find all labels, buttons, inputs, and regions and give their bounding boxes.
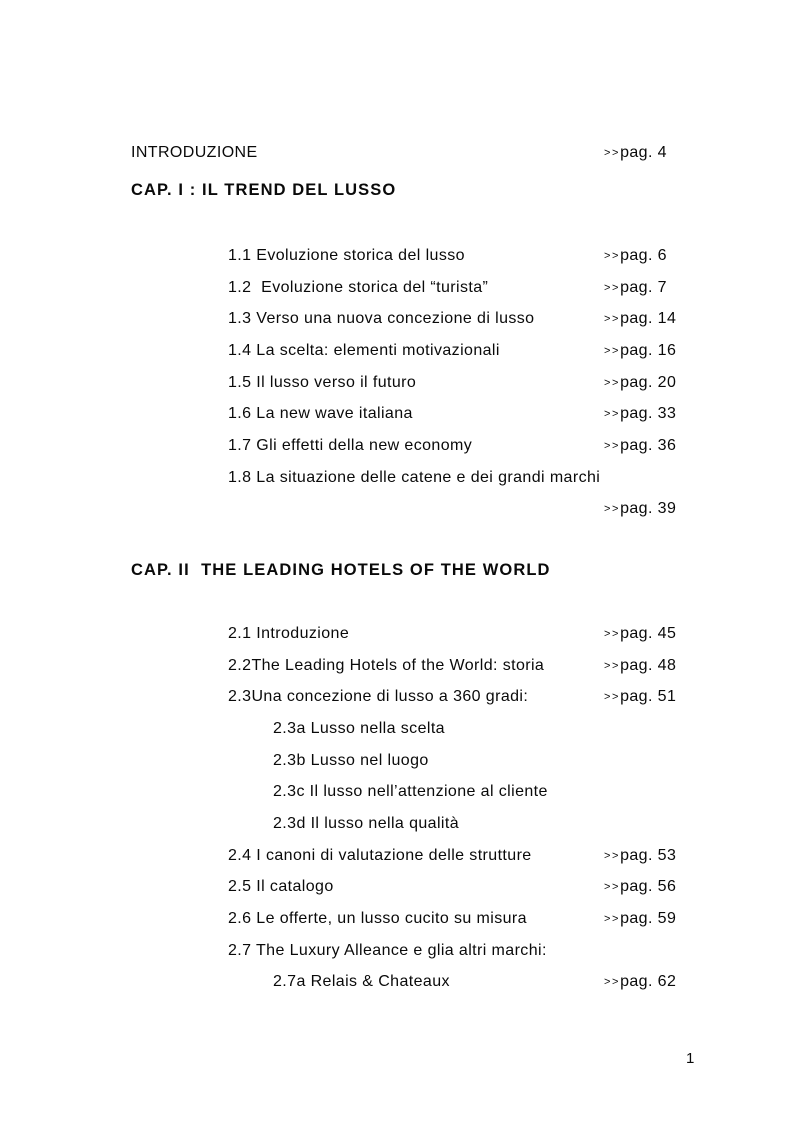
page-ref-text: pag. 7 xyxy=(620,279,667,296)
page-ref xyxy=(604,374,676,392)
toc-entry-introduzione xyxy=(0,144,793,168)
chapter-heading-label: CAP. I : IL TREND DEL LUSSO xyxy=(131,181,397,199)
toc-entry-label: 2.7 The Luxury Alleance e glia altri marchi: xyxy=(228,942,547,959)
arrow-marker: >> xyxy=(604,850,621,862)
page-ref-text: pag. 48 xyxy=(620,657,677,674)
page-ref-text: pag. 62 xyxy=(620,973,677,990)
page-ref xyxy=(604,247,667,265)
chapter-heading-label: CAP. II THE LEADING HOTELS OF THE WORLD xyxy=(131,561,551,579)
page-ref xyxy=(604,437,676,455)
page-ref xyxy=(604,625,676,643)
arrow-marker: >> xyxy=(604,147,621,159)
page-ref-text: pag. 4 xyxy=(620,144,667,161)
toc-entry-label: 1.7 Gli effetti della new economy xyxy=(228,437,473,454)
toc-entry-label: 1.2 Evoluzione storica del “turista” xyxy=(228,279,489,296)
page-ref xyxy=(604,144,667,162)
arrow-marker: >> xyxy=(604,503,621,515)
toc-entry-label: 2.3c Il lusso nell’attenzione al cliente xyxy=(273,783,548,800)
chapter-heading-2 xyxy=(0,561,793,585)
page-ref-text: pag. 6 xyxy=(620,247,667,264)
toc-entry-label: INTRODUZIONE xyxy=(131,144,258,161)
toc-subentry-2-3b xyxy=(0,752,793,776)
page-ref xyxy=(604,910,676,928)
toc-entry-label: 2.3a Lusso nella scelta xyxy=(273,720,445,737)
arrow-marker: >> xyxy=(604,976,621,988)
toc-entry-2-7 xyxy=(0,942,793,966)
toc-entry-2-6 xyxy=(0,910,793,934)
toc-subentry-2-3a xyxy=(0,720,793,744)
toc-entry-1-2 xyxy=(0,279,793,303)
toc-entry-2-2 xyxy=(0,657,793,681)
toc-entry-2-3 xyxy=(0,688,793,712)
page-ref xyxy=(604,878,676,896)
toc-entry-1-6 xyxy=(0,405,793,429)
arrow-marker: >> xyxy=(604,377,621,389)
arrow-marker: >> xyxy=(604,628,621,640)
toc-entry-label: 2.3b Lusso nel luogo xyxy=(273,752,429,769)
page-ref xyxy=(604,500,676,518)
toc-entry-label: 1.6 La new wave italiana xyxy=(228,405,413,422)
toc-entry-label: 2.1 Introduzione xyxy=(228,625,350,642)
toc-entry-label: 2.6 Le offerte, un lusso cucito su misura xyxy=(228,910,527,927)
toc-entry-label: 2.3d Il lusso nella qualità xyxy=(273,815,460,832)
arrow-marker: >> xyxy=(604,440,621,452)
page-ref xyxy=(604,847,676,865)
toc-entry-label: 2.5 Il catalogo xyxy=(228,878,334,895)
arrow-marker: >> xyxy=(604,408,621,420)
toc-entry-1-8-pageline xyxy=(0,500,793,524)
arrow-marker: >> xyxy=(604,913,621,925)
toc-entry-1-8 xyxy=(0,469,793,493)
toc-entry-label: 1.5 Il lusso verso il futuro xyxy=(228,374,417,391)
toc-entry-1-4 xyxy=(0,342,793,366)
toc-entry-2-5 xyxy=(0,878,793,902)
toc-entry-1-7 xyxy=(0,437,793,461)
toc-entry-label: 1.8 La situazione delle catene e dei grandi marchi xyxy=(228,469,601,486)
toc-entry-label: 2.7a Relais & Chateaux xyxy=(273,973,450,990)
toc-entry-label: 1.1 Evoluzione storica del lusso xyxy=(228,247,465,264)
page-ref-text: pag. 59 xyxy=(620,910,677,927)
page-ref xyxy=(604,405,676,423)
toc-entry-1-5 xyxy=(0,374,793,398)
toc-subentry-2-3d xyxy=(0,815,793,839)
page-ref-text: pag. 20 xyxy=(620,374,677,391)
page-ref-text: pag. 45 xyxy=(620,625,677,642)
page-ref xyxy=(604,973,676,991)
footer-page-number: 1 xyxy=(686,1050,695,1067)
page-ref xyxy=(604,688,676,706)
toc-entry-label: 2.4 I canoni di valutazione delle strutture xyxy=(228,847,532,864)
arrow-marker: >> xyxy=(604,282,621,294)
toc-entry-2-4 xyxy=(0,847,793,871)
arrow-marker: >> xyxy=(604,691,621,703)
page-ref-text: pag. 16 xyxy=(620,342,677,359)
arrow-marker: >> xyxy=(604,250,621,262)
chapter-heading-1 xyxy=(0,181,793,205)
page-ref-text: pag. 14 xyxy=(620,310,677,327)
toc-entry-1-1 xyxy=(0,247,793,271)
toc-subentry-2-3c xyxy=(0,783,793,807)
page-ref-text: pag. 33 xyxy=(620,405,677,422)
toc-subentry-2-7a xyxy=(0,973,793,997)
toc-entry-label: 1.4 La scelta: elementi motivazionali xyxy=(228,342,500,359)
page-ref-text: pag. 53 xyxy=(620,847,677,864)
page-ref-text: pag. 51 xyxy=(620,688,677,705)
arrow-marker: >> xyxy=(604,881,621,893)
toc-entry-label: 2.2The Leading Hotels of the World: storia xyxy=(228,657,545,674)
page-ref-text: pag. 39 xyxy=(620,500,677,517)
arrow-marker: >> xyxy=(604,660,621,672)
page-ref xyxy=(604,342,676,360)
arrow-marker: >> xyxy=(604,345,621,357)
page-ref xyxy=(604,279,667,297)
page-ref xyxy=(604,310,676,328)
page-ref-text: pag. 56 xyxy=(620,878,677,895)
arrow-marker: >> xyxy=(604,313,621,325)
page-ref xyxy=(604,657,676,675)
toc-entry-label: 2.3Una concezione di lusso a 360 gradi: xyxy=(228,688,529,705)
toc-entry-label: 1.3 Verso una nuova concezione di lusso xyxy=(228,310,535,327)
page-ref-text: pag. 36 xyxy=(620,437,677,454)
toc-entry-2-1 xyxy=(0,625,793,649)
toc-entry-1-3 xyxy=(0,310,793,334)
